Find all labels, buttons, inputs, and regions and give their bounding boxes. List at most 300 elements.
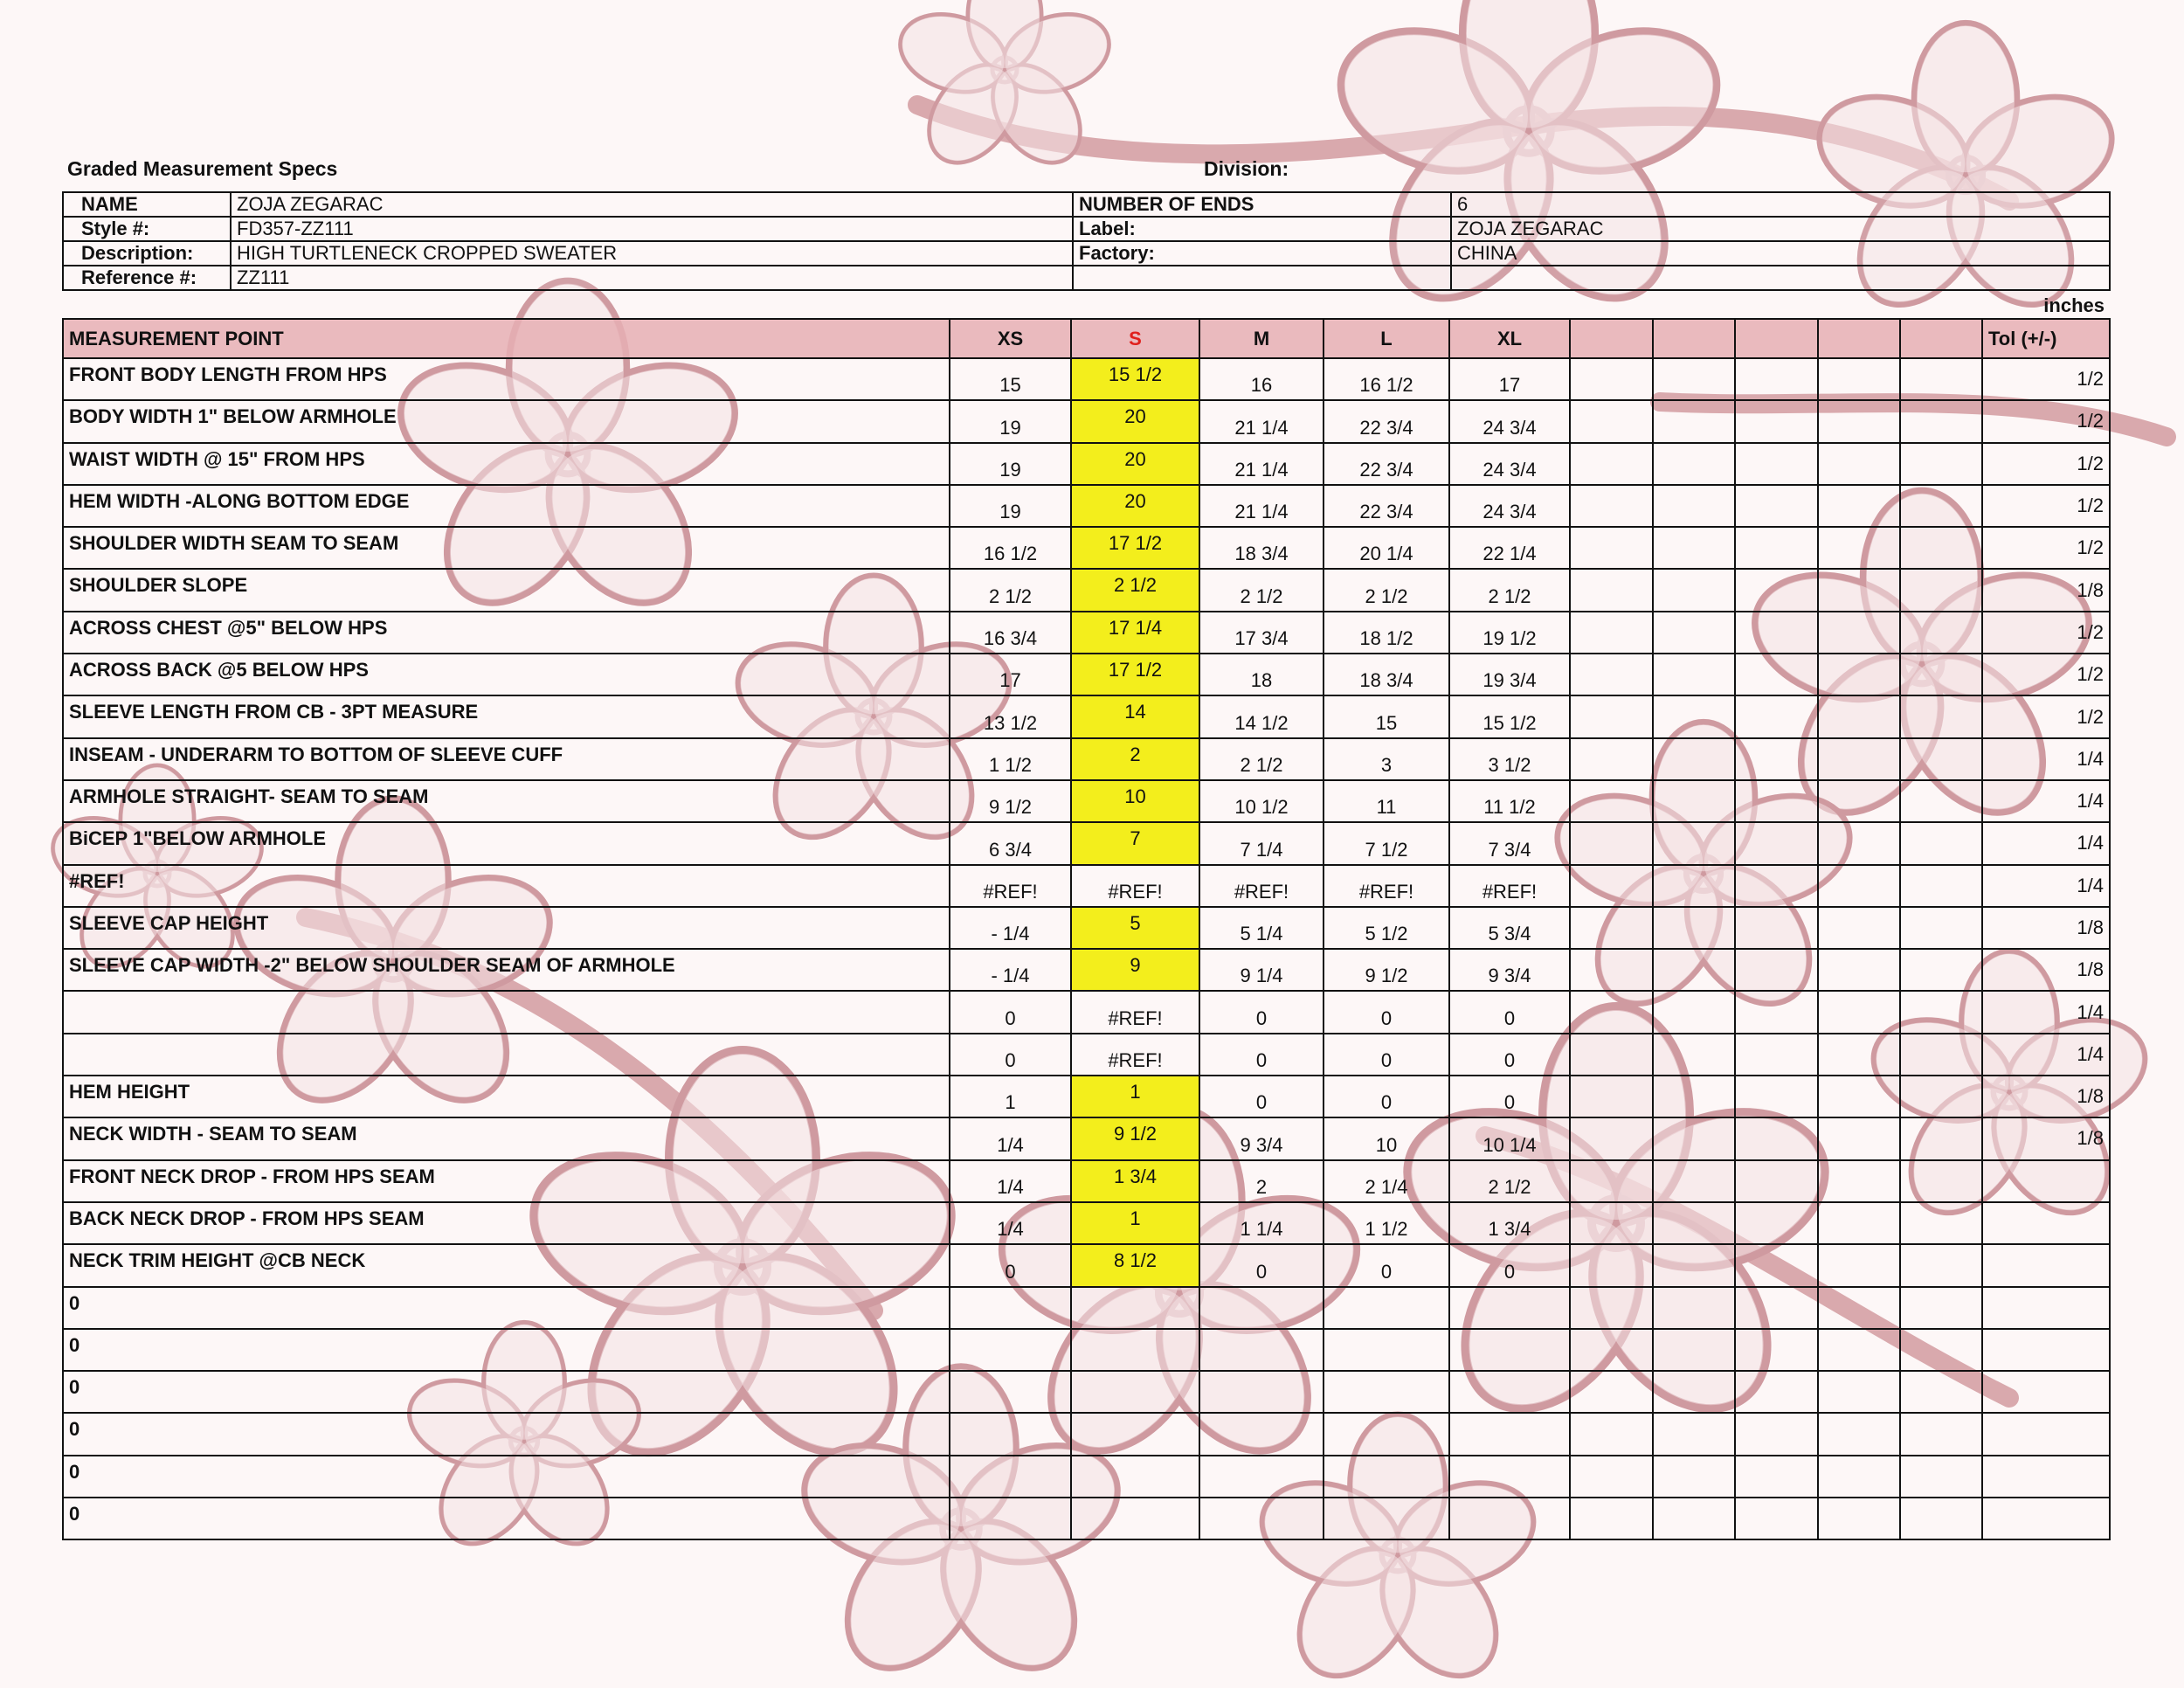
size-xl-cell: 15 1/2: [1449, 695, 1570, 737]
empty-cell: [1900, 1034, 1982, 1076]
measurement-point-cell: INSEAM - UNDERARM TO BOTTOM OF SLEEVE CUFF: [63, 738, 950, 780]
empty-cell: [1570, 654, 1653, 695]
size-l-cell: [1324, 1287, 1449, 1329]
empty-cell: [1818, 907, 1900, 949]
size-s-cell: #REF!: [1071, 991, 1199, 1033]
size-xs-cell: 1 1/2: [950, 738, 1071, 780]
empty-cell: [1818, 1371, 1900, 1413]
size-xl-cell: [1449, 1371, 1570, 1413]
size-xs-cell: - 1/4: [950, 949, 1071, 991]
empty-cell: [1735, 527, 1818, 569]
measurement-point-cell: WAIST WIDTH @ 15" FROM HPS: [63, 443, 950, 485]
empty-cell: [1570, 569, 1653, 611]
size-xl-cell: 5 3/4: [1449, 907, 1570, 949]
size-s-cell: [1071, 1413, 1199, 1455]
size-xs-cell: 19: [950, 485, 1071, 527]
size-l-cell: 10: [1324, 1117, 1449, 1159]
size-xl-cell: #REF!: [1449, 865, 1570, 907]
size-s-cell: 17 1/2: [1071, 527, 1199, 569]
empty-cell: [1818, 1076, 1900, 1117]
empty-cell: [1900, 569, 1982, 611]
tolerance-cell: [1982, 1456, 2110, 1498]
empty-cell: [1653, 1034, 1735, 1076]
table-row: [63, 1456, 2110, 1498]
empty-cell: [1818, 1202, 1900, 1244]
empty-cell: [1653, 358, 1735, 400]
measurement-point-cell: [63, 1034, 950, 1076]
table-header-row: [63, 319, 2110, 358]
size-l-cell: [1324, 1456, 1449, 1498]
measurement-point-cell: 0: [63, 1456, 950, 1498]
empty-cell: [1900, 1329, 1982, 1371]
size-m-cell: 1 1/4: [1199, 1202, 1324, 1244]
table-row: [63, 1244, 2110, 1286]
table-row: [63, 1371, 2110, 1413]
size-l-cell: #REF!: [1324, 865, 1449, 907]
empty-cell: [1818, 400, 1900, 442]
size-xl-cell: 22 1/4: [1449, 527, 1570, 569]
size-s-cell: [1071, 1329, 1199, 1371]
table-row: [63, 949, 2110, 991]
empty-cell: [1735, 949, 1818, 991]
size-xs-cell: 19: [950, 400, 1071, 442]
size-xl-cell: 19 3/4: [1449, 654, 1570, 695]
table-row: [63, 485, 2110, 527]
size-xl-cell: 24 3/4: [1449, 400, 1570, 442]
empty-cell: [1735, 1244, 1818, 1286]
empty-cell: [1900, 695, 1982, 737]
size-m-cell: 18 3/4: [1199, 527, 1324, 569]
measurement-point-cell: SHOULDER SLOPE: [63, 569, 950, 611]
empty-cell: [1653, 654, 1735, 695]
empty-cell: [1818, 695, 1900, 737]
size-s-cell: 15 1/2: [1071, 358, 1199, 400]
empty-cell: [1653, 1329, 1735, 1371]
empty-cell: [1900, 907, 1982, 949]
empty-cell: [1570, 612, 1653, 654]
empty-cell: [1818, 822, 1900, 864]
size-s-cell: [1071, 1498, 1199, 1539]
size-l-cell: 0: [1324, 1076, 1449, 1117]
measurement-point-cell: 0: [63, 1287, 950, 1329]
size-m-cell: 21 1/4: [1199, 485, 1324, 527]
size-xl-cell: [1449, 1413, 1570, 1455]
size-s-cell: 20: [1071, 485, 1199, 527]
size-l-cell: 0: [1324, 1244, 1449, 1286]
size-xs-cell: - 1/4: [950, 907, 1071, 949]
empty-cell: [1735, 569, 1818, 611]
empty-cell: [1735, 1076, 1818, 1117]
empty-cell: [1900, 1117, 1982, 1159]
measurement-point-cell: 0: [63, 1371, 950, 1413]
size-xl-cell: 0: [1449, 991, 1570, 1033]
empty-cell: [1570, 1160, 1653, 1202]
empty-cell: [1818, 780, 1900, 822]
table-row: [63, 569, 2110, 611]
column-header-m: M: [1199, 319, 1324, 358]
size-s-cell: 1: [1071, 1202, 1199, 1244]
measurement-point-cell: HEM WIDTH -ALONG BOTTOM EDGE: [63, 485, 950, 527]
size-m-cell: [1199, 1371, 1324, 1413]
size-s-cell: 1 3/4: [1071, 1160, 1199, 1202]
size-xl-cell: 9 3/4: [1449, 949, 1570, 991]
table-row: [63, 527, 2110, 569]
table-row: [63, 1329, 2110, 1371]
table-row: [63, 1160, 2110, 1202]
empty-cell: [1900, 654, 1982, 695]
tolerance-cell: [1982, 1160, 2110, 1202]
tolerance-cell: [1982, 1371, 2110, 1413]
tolerance-cell: 1/8: [1982, 1076, 2110, 1117]
empty-cell: [1735, 1498, 1818, 1539]
size-s-cell: 14: [1071, 695, 1199, 737]
measurement-point-cell: SLEEVE LENGTH FROM CB - 3PT MEASURE: [63, 695, 950, 737]
empty-cell: [1570, 358, 1653, 400]
tolerance-cell: [1982, 1329, 2110, 1371]
empty-cell: [1818, 1498, 1900, 1539]
size-l-cell: 9 1/2: [1324, 949, 1449, 991]
size-l-cell: 20 1/4: [1324, 527, 1449, 569]
tolerance-cell: 1/4: [1982, 822, 2110, 864]
empty-cell: [1818, 1456, 1900, 1498]
empty-cell: [1653, 1160, 1735, 1202]
info-row-name: [63, 192, 2110, 217]
tolerance-cell: 1/8: [1982, 907, 2110, 949]
size-l-cell: 22 3/4: [1324, 400, 1449, 442]
table-row: [63, 1034, 2110, 1076]
tolerance-cell: [1982, 1413, 2110, 1455]
empty-cell: [1735, 1329, 1818, 1371]
size-l-cell: 0: [1324, 991, 1449, 1033]
size-s-cell: 2 1/2: [1071, 569, 1199, 611]
empty-cell: [1900, 400, 1982, 442]
column-header-empty: [1900, 319, 1982, 358]
empty-cell: [1735, 822, 1818, 864]
empty-cell: [1818, 527, 1900, 569]
empty-cell: [1653, 1287, 1735, 1329]
size-s-cell: 2: [1071, 738, 1199, 780]
empty-cell: [1900, 1244, 1982, 1286]
empty-cell: [1818, 865, 1900, 907]
empty-cell: [1900, 1413, 1982, 1455]
size-xs-cell: 0: [950, 1244, 1071, 1286]
table-row: [63, 1287, 2110, 1329]
size-m-cell: [1199, 1456, 1324, 1498]
empty-cell: [1818, 949, 1900, 991]
size-m-cell: 2: [1199, 1160, 1324, 1202]
size-s-cell: [1071, 1456, 1199, 1498]
empty-cell: [1570, 1287, 1653, 1329]
tolerance-cell: 1/2: [1982, 443, 2110, 485]
size-s-cell: 7: [1071, 822, 1199, 864]
empty-cell: [1570, 1076, 1653, 1117]
info-row-reference: [63, 266, 2110, 290]
empty-cell: [1570, 1244, 1653, 1286]
empty-cell: [1570, 865, 1653, 907]
empty-cell: [1570, 907, 1653, 949]
empty-cell: [1900, 991, 1982, 1033]
empty-cell: [1818, 358, 1900, 400]
empty-cell: [1900, 1498, 1982, 1539]
size-xl-cell: 19 1/2: [1449, 612, 1570, 654]
measurement-point-cell: NECK WIDTH - SEAM TO SEAM: [63, 1117, 950, 1159]
empty-cell: [1735, 1413, 1818, 1455]
empty-cell: [1653, 1413, 1735, 1455]
empty-cell: [1900, 527, 1982, 569]
empty-cell: [1818, 991, 1900, 1033]
style-label: Style #:: [63, 217, 231, 241]
empty-cell: [1818, 1034, 1900, 1076]
empty-cell: [1900, 738, 1982, 780]
size-xs-cell: 1/4: [950, 1117, 1071, 1159]
size-xl-cell: 24 3/4: [1449, 485, 1570, 527]
size-xl-cell: 1 3/4: [1449, 1202, 1570, 1244]
measurement-point-cell: ARMHOLE STRAIGHT- SEAM TO SEAM: [63, 780, 950, 822]
empty-cell: [1735, 907, 1818, 949]
table-row: [63, 1117, 2110, 1159]
empty-cell: [1570, 738, 1653, 780]
empty-cell: [1818, 654, 1900, 695]
size-l-cell: [1324, 1498, 1449, 1539]
table-row: [63, 822, 2110, 864]
empty-cell: [1735, 1202, 1818, 1244]
size-l-cell: 7 1/2: [1324, 822, 1449, 864]
empty-cell: [1818, 1413, 1900, 1455]
empty-cell: [1735, 738, 1818, 780]
size-xl-cell: 0: [1449, 1076, 1570, 1117]
measurement-point-cell: ACROSS BACK @5 BELOW HPS: [63, 654, 950, 695]
measurement-point-cell: BACK NECK DROP - FROM HPS SEAM: [63, 1202, 950, 1244]
empty-cell: [1653, 780, 1735, 822]
empty-cell: [1653, 865, 1735, 907]
tolerance-cell: 1/2: [1982, 358, 2110, 400]
table-row: [63, 1202, 2110, 1244]
empty-cell: [1735, 1287, 1818, 1329]
table-row: [63, 443, 2110, 485]
size-s-cell: 9: [1071, 949, 1199, 991]
empty-cell: [1570, 780, 1653, 822]
empty-cell: [1900, 612, 1982, 654]
empty-cell: [1570, 1117, 1653, 1159]
size-m-cell: 9 1/4: [1199, 949, 1324, 991]
measurement-point-cell: SLEEVE CAP WIDTH -2" BELOW SHOULDER SEAM OF ARMHOLE: [63, 949, 950, 991]
size-l-cell: 2 1/2: [1324, 569, 1449, 611]
size-s-cell: #REF!: [1071, 1034, 1199, 1076]
empty-cell: [1653, 991, 1735, 1033]
size-xl-cell: 24 3/4: [1449, 443, 1570, 485]
size-xs-cell: [950, 1329, 1071, 1371]
empty-cell: [1653, 822, 1735, 864]
empty-cell: [1570, 1202, 1653, 1244]
measurement-point-cell: BiCEP 1"BELOW ARMHOLE: [63, 822, 950, 864]
empty-cell: [1570, 991, 1653, 1033]
empty-cell: [1900, 1456, 1982, 1498]
empty-cell: [1653, 485, 1735, 527]
empty-cell: [1735, 1371, 1818, 1413]
empty-cell: [1900, 1287, 1982, 1329]
table-row: [63, 1498, 2110, 1539]
empty-cell: [1900, 358, 1982, 400]
size-xl-cell: 0: [1449, 1244, 1570, 1286]
empty-cell: [1735, 780, 1818, 822]
empty-cell: [1735, 695, 1818, 737]
empty-cell: [1570, 1456, 1653, 1498]
size-m-cell: 14 1/2: [1199, 695, 1324, 737]
empty-cell: [1570, 485, 1653, 527]
empty-cell: [1900, 865, 1982, 907]
size-s-cell: 9 1/2: [1071, 1117, 1199, 1159]
size-m-cell: 2 1/2: [1199, 569, 1324, 611]
measurement-point-cell: 0: [63, 1498, 950, 1539]
column-header-empty: [1570, 319, 1653, 358]
column-header-l: L: [1324, 319, 1449, 358]
measurement-point-cell: SHOULDER WIDTH SEAM TO SEAM: [63, 527, 950, 569]
description-value: HIGH TURTLENECK CROPPED SWEATER: [231, 241, 1073, 266]
tolerance-cell: [1982, 1244, 2110, 1286]
size-s-cell: 10: [1071, 780, 1199, 822]
tolerance-cell: [1982, 1202, 2110, 1244]
empty-cell: [1653, 1117, 1735, 1159]
empty-cell: [1735, 654, 1818, 695]
empty-cell: [1900, 1202, 1982, 1244]
tolerance-cell: [1982, 1287, 2110, 1329]
size-xl-cell: 2 1/2: [1449, 569, 1570, 611]
table-row: [63, 400, 2110, 442]
size-m-cell: [1199, 1498, 1324, 1539]
empty-cell: [1451, 266, 2110, 290]
size-l-cell: 18 1/2: [1324, 612, 1449, 654]
empty-cell: [1735, 612, 1818, 654]
document-title: Graded Measurement Specs: [67, 157, 338, 180]
measurement-point-cell: NECK TRIM HEIGHT @CB NECK: [63, 1244, 950, 1286]
empty-cell: [1653, 1244, 1735, 1286]
size-l-cell: 16 1/2: [1324, 358, 1449, 400]
table-row: [63, 358, 2110, 400]
table-row: [63, 695, 2110, 737]
size-l-cell: 0: [1324, 1034, 1449, 1076]
empty-cell: [1818, 485, 1900, 527]
ends-value: 6: [1451, 192, 2110, 217]
size-xl-cell: 7 3/4: [1449, 822, 1570, 864]
units-label: inches: [2043, 294, 2105, 316]
size-l-cell: 18 3/4: [1324, 654, 1449, 695]
size-xl-cell: 3 1/2: [1449, 738, 1570, 780]
tolerance-cell: 1/2: [1982, 400, 2110, 442]
size-l-cell: 1 1/2: [1324, 1202, 1449, 1244]
size-m-cell: 0: [1199, 1076, 1324, 1117]
size-l-cell: [1324, 1329, 1449, 1371]
empty-cell: [1570, 443, 1653, 485]
table-row: [63, 780, 2110, 822]
size-xs-cell: 1/4: [950, 1202, 1071, 1244]
size-xs-cell: #REF!: [950, 865, 1071, 907]
size-m-cell: 10 1/2: [1199, 780, 1324, 822]
empty-cell: [1818, 1160, 1900, 1202]
empty-cell: [1818, 1244, 1900, 1286]
size-xs-cell: 1/4: [950, 1160, 1071, 1202]
size-l-cell: [1324, 1371, 1449, 1413]
size-s-cell: [1071, 1371, 1199, 1413]
table-row: [63, 612, 2110, 654]
empty-cell: [1653, 527, 1735, 569]
size-xs-cell: 1: [950, 1076, 1071, 1117]
tolerance-cell: 1/2: [1982, 527, 2110, 569]
size-s-cell: #REF!: [1071, 865, 1199, 907]
empty-cell: [1735, 485, 1818, 527]
empty-cell: [1653, 400, 1735, 442]
measurement-point-cell: [63, 991, 950, 1033]
size-xs-cell: 2 1/2: [950, 569, 1071, 611]
size-m-cell: 0: [1199, 1034, 1324, 1076]
size-xs-cell: 0: [950, 991, 1071, 1033]
size-l-cell: 22 3/4: [1324, 485, 1449, 527]
empty-cell: [1735, 1456, 1818, 1498]
empty-cell: [1818, 738, 1900, 780]
empty-cell: [1818, 569, 1900, 611]
empty-cell: [1900, 1076, 1982, 1117]
column-header-measurement-point: MEASUREMENT POINT: [63, 319, 950, 358]
size-s-cell: 20: [1071, 400, 1199, 442]
size-m-cell: 2 1/2: [1199, 738, 1324, 780]
measurement-point-cell: FRONT BODY LENGTH FROM HPS: [63, 358, 950, 400]
empty-cell: [1570, 949, 1653, 991]
size-xs-cell: 6 3/4: [950, 822, 1071, 864]
info-row-description: [63, 241, 2110, 266]
size-m-cell: 0: [1199, 1244, 1324, 1286]
empty-cell: [1735, 400, 1818, 442]
empty-cell: [1735, 1034, 1818, 1076]
empty-cell: [1570, 400, 1653, 442]
size-xs-cell: 13 1/2: [950, 695, 1071, 737]
reference-label: Reference #:: [63, 266, 231, 290]
size-m-cell: 16: [1199, 358, 1324, 400]
size-xl-cell: 17: [1449, 358, 1570, 400]
name-label: NAME: [63, 192, 231, 217]
measurement-point-cell: ACROSS CHEST @5" BELOW HPS: [63, 612, 950, 654]
size-xl-cell: 2 1/2: [1449, 1160, 1570, 1202]
size-xl-cell: 11 1/2: [1449, 780, 1570, 822]
tolerance-cell: 1/8: [1982, 1117, 2110, 1159]
table-row: [63, 1076, 2110, 1117]
measurement-point-cell: HEM HEIGHT: [63, 1076, 950, 1117]
table-row: [63, 654, 2110, 695]
size-m-cell: [1199, 1287, 1324, 1329]
tolerance-cell: [1982, 1498, 2110, 1539]
column-header-tolerance: Tol (+/-): [1982, 319, 2110, 358]
empty-cell: [1653, 949, 1735, 991]
empty-cell: [1653, 1202, 1735, 1244]
table-row: [63, 907, 2110, 949]
size-m-cell: 7 1/4: [1199, 822, 1324, 864]
size-m-cell: 17 3/4: [1199, 612, 1324, 654]
empty-cell: [1735, 1160, 1818, 1202]
empty-cell: [1653, 569, 1735, 611]
tolerance-cell: 1/8: [1982, 949, 2110, 991]
ends-label: NUMBER OF ENDS: [1073, 192, 1451, 217]
empty-cell: [1900, 1160, 1982, 1202]
label-value: ZOJA ZEGARAC: [1451, 217, 2110, 241]
tolerance-cell: 1/8: [1982, 569, 2110, 611]
empty-cell: [1818, 1287, 1900, 1329]
empty-cell: [1653, 1498, 1735, 1539]
size-xl-cell: [1449, 1287, 1570, 1329]
empty-cell: [1735, 865, 1818, 907]
empty-cell: [1073, 266, 1451, 290]
size-m-cell: 5 1/4: [1199, 907, 1324, 949]
empty-cell: [1818, 1329, 1900, 1371]
size-xs-cell: [950, 1456, 1071, 1498]
size-m-cell: 0: [1199, 991, 1324, 1033]
